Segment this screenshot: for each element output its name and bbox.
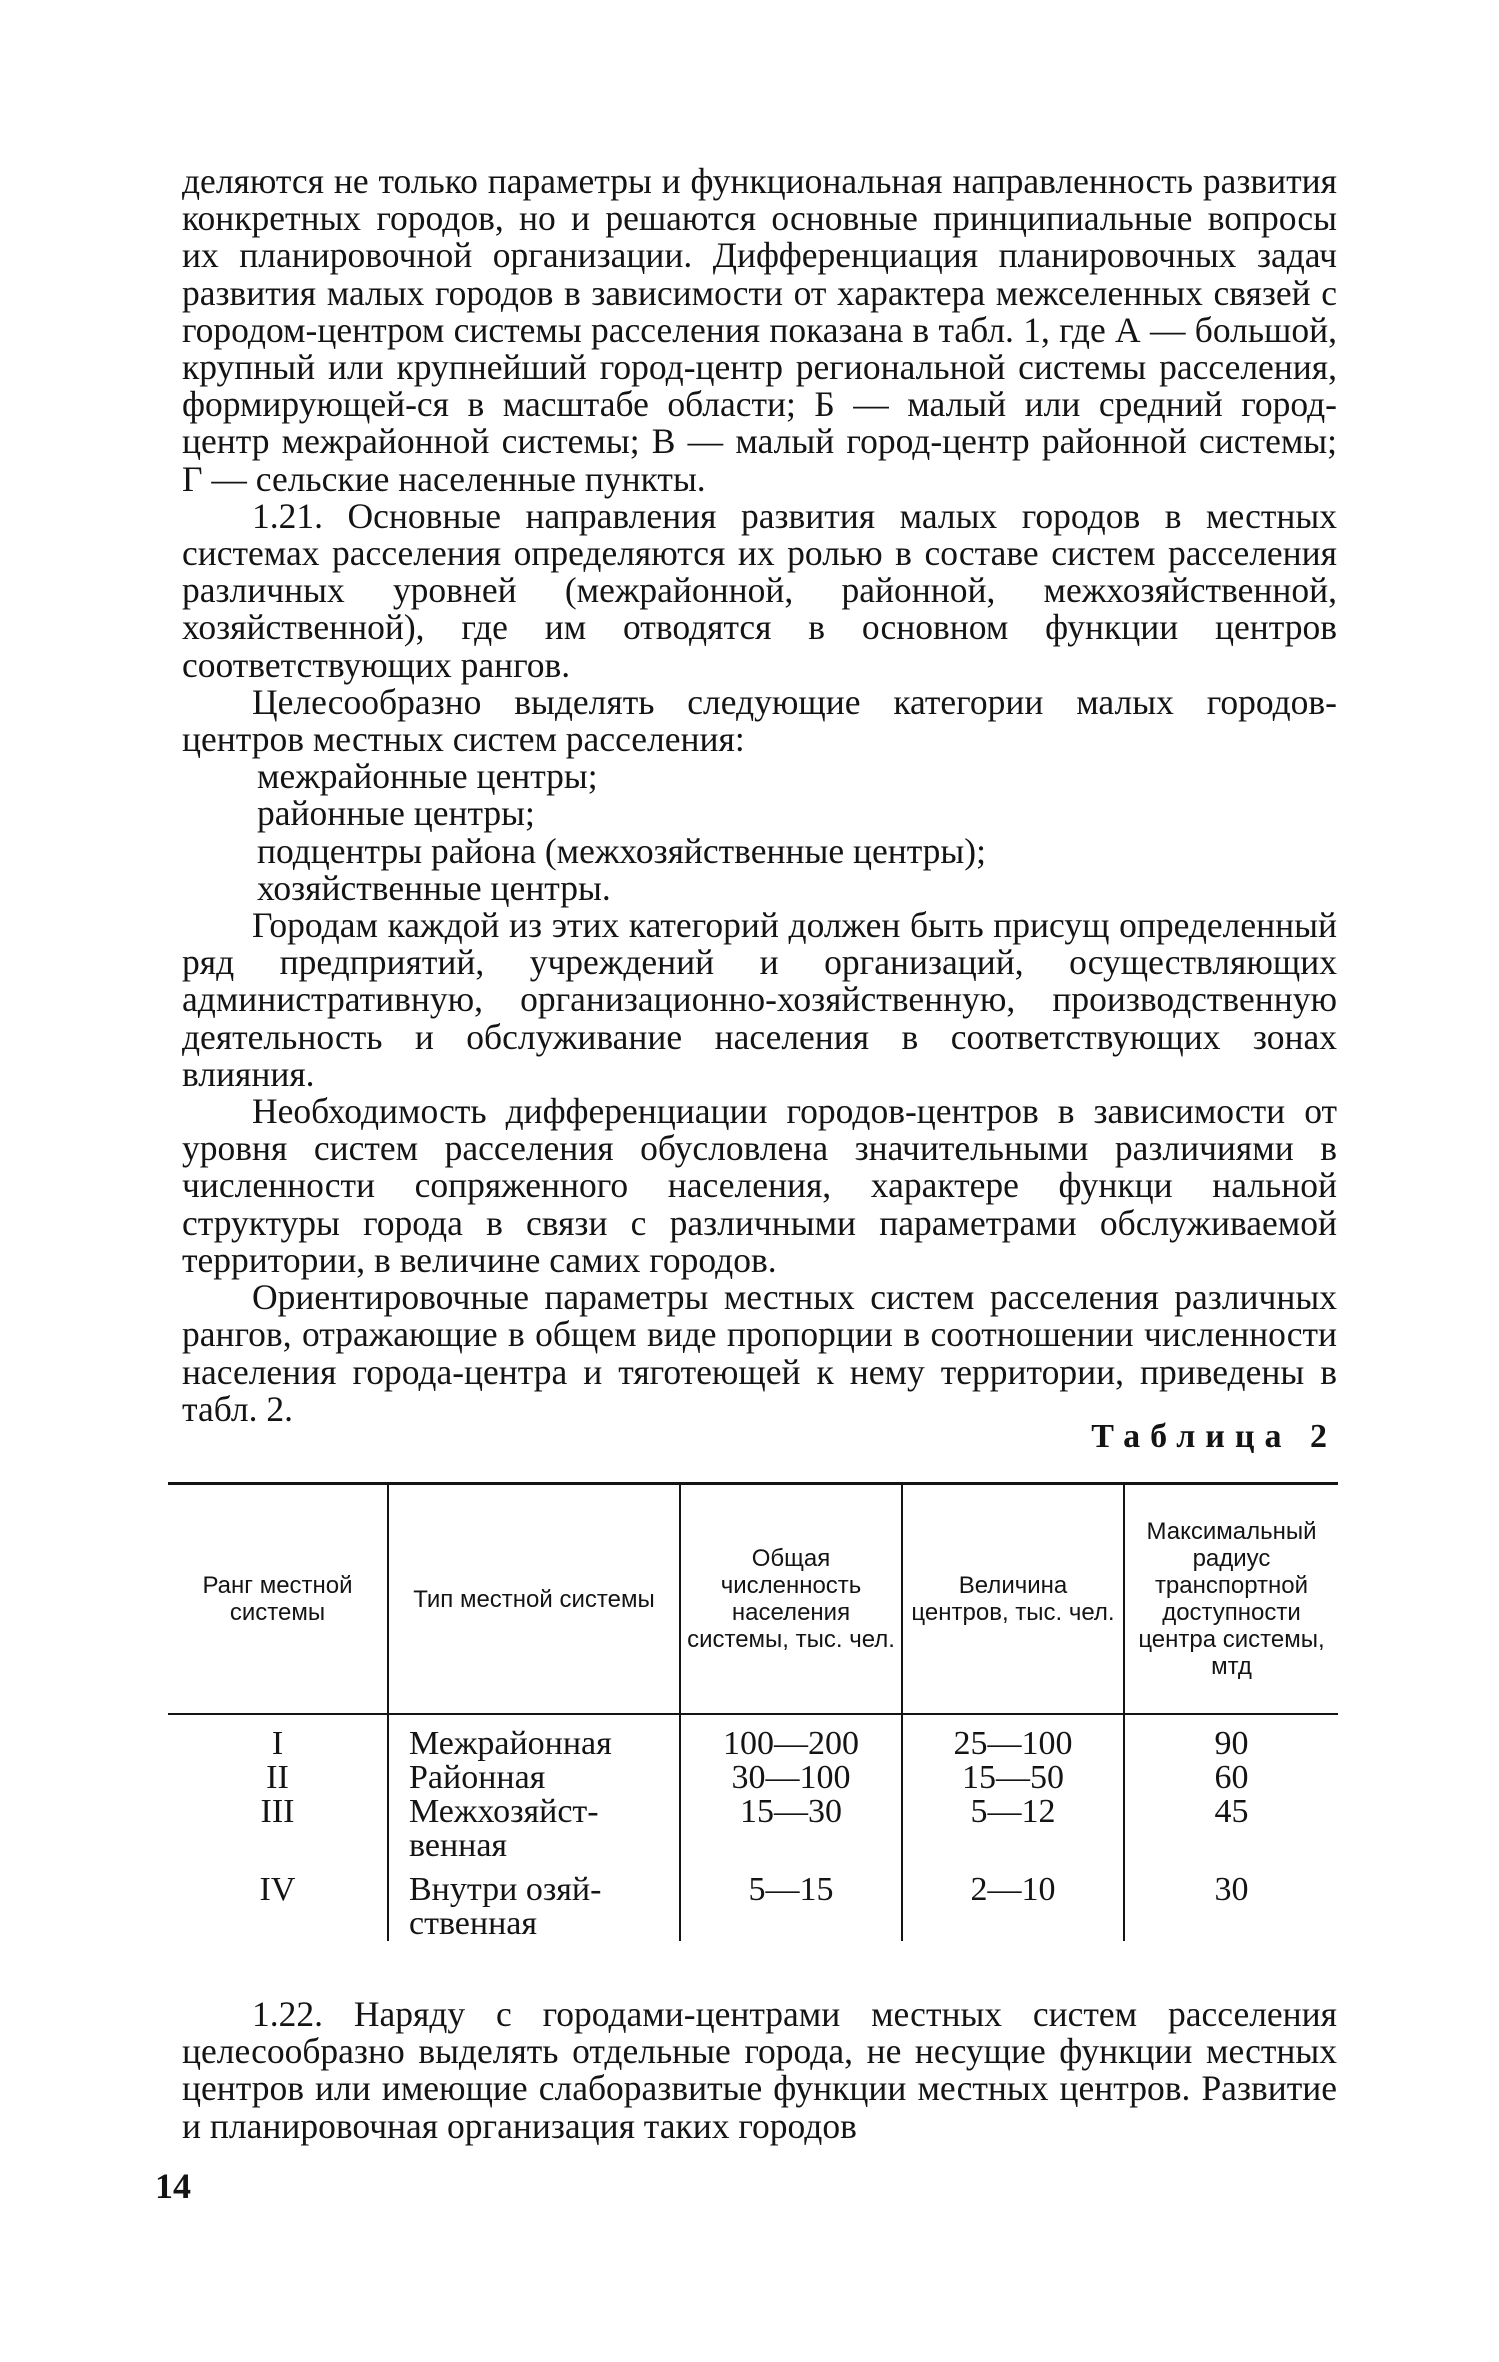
cell-population: 100—200: [680, 1714, 902, 1761]
table-header-row: [168, 1484, 1338, 1715]
category-item-farm-centers: хозяйственные центры.: [257, 867, 611, 908]
table-row: [168, 1761, 1338, 1795]
table-row: [168, 1714, 1338, 1761]
header-population: Общая численность населения системы, тыс. чел.: [680, 1484, 902, 1715]
cell-center-size: 2—10: [902, 1863, 1124, 1941]
table-row: [168, 1863, 1338, 1941]
body-text-lower: [182, 1996, 1337, 2145]
header-center-size: Величина центров, тыс. чел.: [902, 1484, 1124, 1715]
cell-rank: III: [260, 1793, 295, 1830]
cell-population: 15—30: [680, 1795, 902, 1863]
cell-center-size: 5—12: [902, 1795, 1124, 1863]
category-item-interdistrict: межрайонные центры;: [257, 756, 598, 797]
paragraph-1-21: 1.21. Основные направления развития малых городов в местных системах расселения определяются их ролью в составе систем расселения различных уровней (межрайонной, районной, межхозяйственной, хозяйственной), где им отводятся в основном функции центров соответствующих рангов.: [182, 495, 1337, 685]
cell-radius: 45: [1124, 1795, 1338, 1863]
category-item-district: районные центры;: [257, 793, 535, 834]
table-row: [168, 1795, 1338, 1863]
paragraph-categories-intro: Целесообразно выделять следующие категории малых городов-центров местных систем расселения:: [182, 681, 1337, 760]
cell-radius: 30: [1124, 1863, 1338, 1941]
cell-center-size: 15—50: [902, 1761, 1124, 1795]
header-rank: Ранг местной системы: [168, 1484, 388, 1715]
cell-center-size: 25—100: [902, 1714, 1124, 1761]
cell-radius: 60: [1124, 1761, 1338, 1795]
cell-type: Межхозяйст-венная: [388, 1795, 680, 1863]
header-radius: Максимальный радиус транспортной доступности центра системы, мтд: [1124, 1484, 1338, 1715]
paragraph-continuation: деляются не только параметры и функциональная направленность развития конкретных городов, но и решаются основные принципиальные вопросы их планировочной организации. Дифференциация планировочных задач развития малых городов в зависимости от характера межселенных связей с городом-центром системы расселения показана в табл. 1, где А — большой, крупный или крупнейший город-центр региональной системы расселения, формирующей-ся в масштабе области; Б — малый или средний город-центр межрайонной системы; В — малый город-центр районной системы; Г — сельские населенные пункты.: [182, 161, 1337, 499]
header-type: Тип местной системы: [388, 1484, 680, 1715]
category-item-subcenters: подцентры района (межхозяйственные центры);: [257, 830, 986, 871]
paragraph-differentiation: Необходимость дифференциации городов-центров в зависимости от уровня систем расселения обусловлена значительными различиями в численности сопряженного населения, характере функци нальной структуры города в связи с различными параметрами обслуживаемой территории, в величине самих городов.: [182, 1091, 1337, 1280]
cell-rank: IV: [259, 1871, 296, 1908]
cell-rank: I: [271, 1725, 284, 1762]
settlement-systems-table: [168, 1482, 1338, 1941]
paragraph-parameters: Ориентировочные параметры местных систем расселения различных рангов, отражающие в общем виде пропорции в соотношении численности населения города-центра и тяготеющей к нему территории, приведены в табл. 2.: [182, 1277, 1337, 1429]
cell-type: Районная: [388, 1761, 680, 1795]
paragraph-1-22: 1.22. Наряду с городами-центрами местных систем расселения целесообразно выделять отдельные города, не несущие функции местных центров или имеющие слаборазвитые функции местных центров. Развитие и планировочная организация таких городов: [182, 1994, 1337, 2146]
body-text-upper: [182, 163, 1337, 1428]
cell-population: 30—100: [680, 1761, 902, 1795]
table-caption: Таблица 2: [1091, 1418, 1337, 1455]
cell-type: Внутри озяй-ственная: [388, 1863, 680, 1941]
cell-population: 5—15: [680, 1863, 902, 1941]
page-number: 14: [155, 2166, 191, 2206]
cell-radius: 90: [1124, 1714, 1338, 1761]
cell-type: Межрайонная: [388, 1714, 680, 1761]
table-container: [168, 1482, 1338, 1941]
paragraph-enterprises: Городам каждой из этих категорий должен быть присущ определенный ряд предприятий, учреждений и организаций, осуществляющих административную, организационно-хозяйственную, производственную деятельность и обслуживание населения в соответствующих зонах влияния.: [182, 905, 1337, 1094]
cell-rank: II: [266, 1759, 289, 1796]
